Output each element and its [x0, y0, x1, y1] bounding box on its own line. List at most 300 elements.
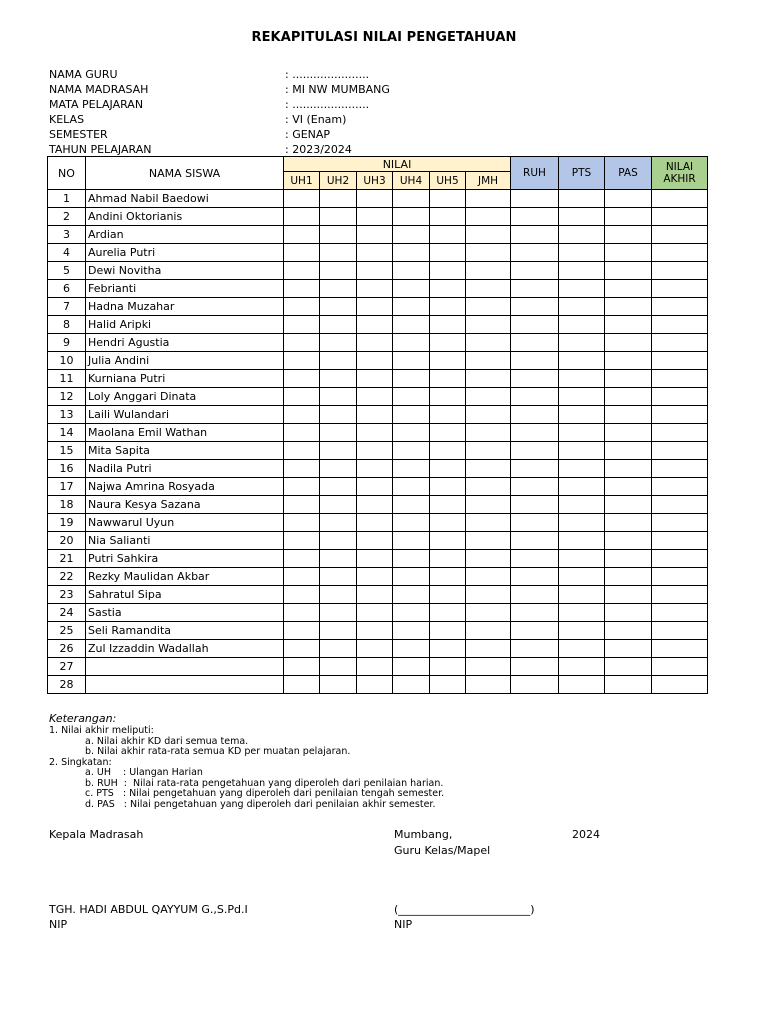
score-cell-uh2	[320, 370, 357, 388]
score-cell-pas	[605, 478, 652, 496]
row-number: 9	[48, 334, 86, 352]
score-cell-nilai-akhir	[652, 280, 708, 298]
score-cell-ruh	[511, 676, 559, 694]
score-cell-uh2	[320, 604, 357, 622]
score-cell-uh4	[393, 496, 430, 514]
row-number: 15	[48, 442, 86, 460]
score-cell-pas	[605, 658, 652, 676]
score-cell-jmh	[466, 352, 511, 370]
score-cell-uh3	[357, 676, 393, 694]
student-name: Nawwarul Uyun	[86, 514, 284, 532]
header-nilai-akhir	[652, 157, 708, 190]
score-cell-pts	[559, 262, 605, 280]
header-no: NO	[48, 157, 86, 190]
score-cell-pts	[559, 586, 605, 604]
signature-left-nip: NIP	[49, 918, 68, 931]
score-cell-uh1	[284, 262, 320, 280]
score-cell-uh1	[284, 208, 320, 226]
score-cell-nilai-akhir	[652, 658, 708, 676]
student-name: Seli Ramandita	[86, 622, 284, 640]
score-cell-uh2	[320, 316, 357, 334]
score-cell-pts	[559, 676, 605, 694]
score-cell-jmh	[466, 316, 511, 334]
score-cell-ruh	[511, 478, 559, 496]
score-cell-uh4	[393, 244, 430, 262]
row-number: 19	[48, 514, 86, 532]
score-cell-nilai-akhir	[652, 370, 708, 388]
student-name: Andini Oktorianis	[86, 208, 284, 226]
score-cell-uh4	[393, 514, 430, 532]
score-cell-jmh	[466, 604, 511, 622]
note-subitem: a. UH : Ulangan Harian	[85, 767, 203, 778]
score-cell-uh4	[393, 568, 430, 586]
score-cell-uh5	[430, 640, 466, 658]
row-number: 25	[48, 622, 86, 640]
score-cell-jmh	[466, 478, 511, 496]
score-cell-pts	[559, 352, 605, 370]
score-cell-uh4	[393, 226, 430, 244]
score-cell-uh2	[320, 640, 357, 658]
score-cell-uh2	[320, 514, 357, 532]
score-cell-nilai-akhir	[652, 478, 708, 496]
header-uh2: UH2	[320, 172, 357, 190]
score-cell-uh5	[430, 586, 466, 604]
score-cell-uh4	[393, 532, 430, 550]
table-row	[48, 352, 708, 370]
student-name: Sastia	[86, 604, 284, 622]
score-cell-pas	[605, 676, 652, 694]
score-cell-nilai-akhir	[652, 262, 708, 280]
score-cell-uh4	[393, 352, 430, 370]
score-cell-uh2	[320, 262, 357, 280]
table-row	[48, 658, 708, 676]
header-nilai-akhir-line1: NILAI	[665, 161, 694, 173]
table-row	[48, 550, 708, 568]
score-cell-uh4	[393, 604, 430, 622]
student-name: Zul Izzaddin Wadallah	[86, 640, 284, 658]
score-cell-pas	[605, 622, 652, 640]
score-cell-uh4	[393, 622, 430, 640]
score-cell-uh1	[284, 334, 320, 352]
score-cell-pts	[559, 244, 605, 262]
signature-year: 2024	[572, 828, 600, 841]
student-name: Laili Wulandari	[86, 406, 284, 424]
student-name	[86, 676, 284, 694]
score-cell-uh3	[357, 316, 393, 334]
score-cell-ruh	[511, 388, 559, 406]
score-cell-uh2	[320, 532, 357, 550]
table-row	[48, 244, 708, 262]
note-subitem: b. Nilai akhir rata-rata semua KD per muatan pelajaran.	[85, 746, 351, 757]
header-nilai: NILAI	[284, 157, 511, 172]
header-student-name: NAMA SISWA	[86, 157, 284, 190]
score-cell-uh2	[320, 586, 357, 604]
student-name: Nadila Putri	[86, 460, 284, 478]
score-cell-ruh	[511, 352, 559, 370]
score-cell-ruh	[511, 244, 559, 262]
score-cell-pts	[559, 190, 605, 208]
score-cell-uh2	[320, 244, 357, 262]
row-number: 12	[48, 388, 86, 406]
score-cell-pts	[559, 388, 605, 406]
score-cell-uh4	[393, 298, 430, 316]
info-value: : GENAP	[285, 128, 331, 141]
score-cell-uh5	[430, 316, 466, 334]
note-item: 2. Singkatan:	[49, 756, 112, 768]
header-uh3: UH3	[357, 172, 393, 190]
row-number: 2	[48, 208, 86, 226]
score-cell-ruh	[511, 640, 559, 658]
score-cell-pts	[559, 622, 605, 640]
score-cell-ruh	[511, 370, 559, 388]
table-row	[48, 280, 708, 298]
score-cell-uh4	[393, 424, 430, 442]
score-cell-pas	[605, 334, 652, 352]
score-cell-pts	[559, 226, 605, 244]
score-cell-uh2	[320, 658, 357, 676]
score-cell-uh5	[430, 226, 466, 244]
score-cell-uh2	[320, 208, 357, 226]
score-cell-ruh	[511, 568, 559, 586]
score-cell-ruh	[511, 550, 559, 568]
student-name	[86, 658, 284, 676]
score-cell-ruh	[511, 604, 559, 622]
student-name: Aurelia Putri	[86, 244, 284, 262]
table-row	[48, 568, 708, 586]
score-cell-nilai-akhir	[652, 208, 708, 226]
signature-right-name: (________________________)	[394, 903, 535, 916]
score-cell-pas	[605, 226, 652, 244]
score-cell-uh5	[430, 298, 466, 316]
score-cell-ruh	[511, 406, 559, 424]
score-cell-uh4	[393, 550, 430, 568]
score-cell-pts	[559, 280, 605, 298]
student-name: Rezky Maulidan Akbar	[86, 568, 284, 586]
score-cell-uh1	[284, 586, 320, 604]
score-cell-uh4	[393, 586, 430, 604]
score-cell-pts	[559, 316, 605, 334]
score-cell-nilai-akhir	[652, 298, 708, 316]
student-name: Febrianti	[86, 280, 284, 298]
score-cell-ruh	[511, 496, 559, 514]
score-cell-uh1	[284, 280, 320, 298]
page-title: REKAPITULASI NILAI PENGETAHUAN	[251, 30, 517, 45]
note-subitem: a. Nilai akhir KD dari semua tema.	[85, 735, 249, 747]
score-cell-jmh	[466, 424, 511, 442]
score-cell-uh1	[284, 406, 320, 424]
score-cell-jmh	[466, 550, 511, 568]
score-cell-pas	[605, 514, 652, 532]
score-cell-uh2	[320, 478, 357, 496]
info-label: KELAS	[49, 113, 85, 126]
row-number: 27	[48, 658, 86, 676]
score-cell-uh1	[284, 568, 320, 586]
score-cell-uh2	[320, 424, 357, 442]
table-row	[48, 676, 708, 694]
score-cell-pts	[559, 514, 605, 532]
score-cell-uh4	[393, 334, 430, 352]
table-row	[48, 622, 708, 640]
score-cell-uh2	[320, 622, 357, 640]
score-cell-uh3	[357, 406, 393, 424]
score-cell-ruh	[511, 514, 559, 532]
score-cell-uh1	[284, 658, 320, 676]
score-cell-nilai-akhir	[652, 334, 708, 352]
table-header-row-1	[48, 157, 708, 172]
note-subitem: d. PAS : Nilai pengetahuan yang diperoleh dari penilaian akhir semester.	[85, 798, 436, 810]
score-cell-nilai-akhir	[652, 532, 708, 550]
student-name: Halid Aripki	[86, 316, 284, 334]
score-cell-uh5	[430, 514, 466, 532]
score-cell-uh1	[284, 190, 320, 208]
score-cell-uh3	[357, 622, 393, 640]
student-rows	[48, 190, 708, 694]
score-cell-uh3	[357, 244, 393, 262]
row-number: 5	[48, 262, 86, 280]
score-cell-uh3	[357, 208, 393, 226]
score-cell-ruh	[511, 658, 559, 676]
score-cell-uh4	[393, 388, 430, 406]
info-value: : ......................	[285, 98, 370, 111]
score-cell-uh5	[430, 262, 466, 280]
score-cell-uh5	[430, 280, 466, 298]
table-row	[48, 496, 708, 514]
score-cell-nilai-akhir	[652, 622, 708, 640]
table-row	[48, 442, 708, 460]
score-cell-pas	[605, 550, 652, 568]
score-cell-pts	[559, 604, 605, 622]
score-cell-ruh	[511, 424, 559, 442]
score-cell-uh1	[284, 514, 320, 532]
table-row	[48, 226, 708, 244]
row-number: 20	[48, 532, 86, 550]
row-number: 16	[48, 460, 86, 478]
score-cell-jmh	[466, 658, 511, 676]
score-cell-nilai-akhir	[652, 460, 708, 478]
score-cell-uh3	[357, 226, 393, 244]
score-cell-jmh	[466, 622, 511, 640]
student-name: Naura Kesya Sazana	[86, 496, 284, 514]
score-cell-uh3	[357, 496, 393, 514]
score-cell-uh5	[430, 622, 466, 640]
score-cell-pas	[605, 586, 652, 604]
score-cell-uh2	[320, 352, 357, 370]
score-cell-uh5	[430, 550, 466, 568]
score-cell-pas	[605, 442, 652, 460]
score-cell-uh4	[393, 262, 430, 280]
score-cell-jmh	[466, 460, 511, 478]
header-ruh: RUH	[511, 157, 559, 190]
score-cell-uh2	[320, 442, 357, 460]
score-cell-pas	[605, 298, 652, 316]
score-cell-pts	[559, 208, 605, 226]
score-cell-uh5	[430, 676, 466, 694]
score-cell-uh5	[430, 496, 466, 514]
student-name: Julia Andini	[86, 352, 284, 370]
row-number: 22	[48, 568, 86, 586]
score-cell-ruh	[511, 280, 559, 298]
score-cell-nilai-akhir	[652, 514, 708, 532]
score-cell-jmh	[466, 208, 511, 226]
score-cell-nilai-akhir	[652, 676, 708, 694]
score-cell-pts	[559, 334, 605, 352]
score-cell-pts	[559, 640, 605, 658]
score-cell-pts	[559, 532, 605, 550]
header-pas: PAS	[605, 157, 652, 190]
score-cell-uh5	[430, 370, 466, 388]
score-cell-uh5	[430, 460, 466, 478]
score-cell-pts	[559, 424, 605, 442]
score-cell-uh1	[284, 496, 320, 514]
score-cell-nilai-akhir	[652, 190, 708, 208]
table-row	[48, 586, 708, 604]
score-cell-uh1	[284, 316, 320, 334]
row-number: 23	[48, 586, 86, 604]
score-cell-jmh	[466, 280, 511, 298]
signature-place: Mumbang,	[394, 828, 453, 841]
score-cell-nilai-akhir	[652, 244, 708, 262]
row-number: 18	[48, 496, 86, 514]
score-cell-pas	[605, 424, 652, 442]
row-number: 14	[48, 424, 86, 442]
score-cell-jmh	[466, 226, 511, 244]
score-cell-ruh	[511, 298, 559, 316]
score-cell-jmh	[466, 568, 511, 586]
score-cell-nilai-akhir	[652, 388, 708, 406]
table-row	[48, 532, 708, 550]
info-label: NAMA GURU	[49, 68, 118, 81]
score-cell-uh1	[284, 244, 320, 262]
table-row	[48, 424, 708, 442]
score-cell-uh2	[320, 406, 357, 424]
score-cell-nilai-akhir	[652, 442, 708, 460]
score-cell-nilai-akhir	[652, 550, 708, 568]
student-name: Dewi Novitha	[86, 262, 284, 280]
table-row	[48, 604, 708, 622]
score-cell-pas	[605, 460, 652, 478]
row-number: 4	[48, 244, 86, 262]
row-number: 6	[48, 280, 86, 298]
score-cell-uh3	[357, 514, 393, 532]
score-cell-uh2	[320, 460, 357, 478]
score-cell-uh5	[430, 532, 466, 550]
score-cell-ruh	[511, 460, 559, 478]
score-cell-pts	[559, 478, 605, 496]
score-cell-uh1	[284, 352, 320, 370]
score-cell-nilai-akhir	[652, 316, 708, 334]
score-cell-nilai-akhir	[652, 604, 708, 622]
student-name: Putri Sahkira	[86, 550, 284, 568]
student-name: Mita Sapita	[86, 442, 284, 460]
score-cell-pas	[605, 262, 652, 280]
score-cell-nilai-akhir	[652, 496, 708, 514]
row-number: 21	[48, 550, 86, 568]
score-cell-pts	[559, 370, 605, 388]
score-cell-pas	[605, 496, 652, 514]
score-cell-ruh	[511, 316, 559, 334]
score-cell-pts	[559, 496, 605, 514]
score-cell-uh3	[357, 190, 393, 208]
score-cell-ruh	[511, 442, 559, 460]
score-cell-uh5	[430, 442, 466, 460]
row-number: 8	[48, 316, 86, 334]
score-cell-ruh	[511, 532, 559, 550]
score-cell-uh3	[357, 640, 393, 658]
notes-section	[49, 712, 444, 810]
score-cell-uh3	[357, 352, 393, 370]
score-cell-jmh	[466, 370, 511, 388]
info-value: : VI (Enam)	[285, 113, 347, 126]
score-cell-uh1	[284, 676, 320, 694]
score-cell-jmh	[466, 406, 511, 424]
score-cell-uh2	[320, 334, 357, 352]
student-name: Hendri Agustia	[86, 334, 284, 352]
score-cell-uh1	[284, 388, 320, 406]
score-cell-uh5	[430, 406, 466, 424]
score-cell-uh3	[357, 370, 393, 388]
score-cell-uh1	[284, 298, 320, 316]
score-cell-pas	[605, 208, 652, 226]
table-row	[48, 298, 708, 316]
score-cell-uh3	[357, 280, 393, 298]
score-cell-pas	[605, 244, 652, 262]
info-label: SEMESTER	[49, 128, 108, 141]
score-cell-nilai-akhir	[652, 352, 708, 370]
score-cell-nilai-akhir	[652, 226, 708, 244]
score-cell-pas	[605, 280, 652, 298]
score-cell-uh5	[430, 190, 466, 208]
score-cell-uh5	[430, 658, 466, 676]
table-row	[48, 334, 708, 352]
signature-left-name: TGH. HADI ABDUL QAYYUM G.,S.Pd.I	[49, 903, 248, 916]
score-cell-nilai-akhir	[652, 586, 708, 604]
score-cell-jmh	[466, 244, 511, 262]
info-label: NAMA MADRASAH	[49, 83, 149, 96]
score-cell-pas	[605, 604, 652, 622]
score-cell-pts	[559, 460, 605, 478]
score-cell-pas	[605, 352, 652, 370]
row-number: 28	[48, 676, 86, 694]
score-cell-uh4	[393, 658, 430, 676]
score-cell-nilai-akhir	[652, 424, 708, 442]
score-cell-uh3	[357, 532, 393, 550]
score-cell-jmh	[466, 586, 511, 604]
student-name: Hadna Muzahar	[86, 298, 284, 316]
score-cell-uh1	[284, 478, 320, 496]
score-cell-ruh	[511, 208, 559, 226]
score-cell-uh2	[320, 550, 357, 568]
score-cell-uh2	[320, 388, 357, 406]
score-cell-jmh	[466, 514, 511, 532]
score-cell-uh4	[393, 316, 430, 334]
signature-right-nip: NIP	[394, 918, 413, 931]
score-cell-uh4	[393, 190, 430, 208]
table-row	[48, 262, 708, 280]
score-cell-uh3	[357, 262, 393, 280]
table-row	[48, 190, 708, 208]
score-cell-ruh	[511, 622, 559, 640]
header-uh4: UH4	[393, 172, 430, 190]
row-number: 17	[48, 478, 86, 496]
score-cell-pts	[559, 298, 605, 316]
header-nilai-akhir-line2: AKHIR	[663, 173, 696, 185]
row-number: 1	[48, 190, 86, 208]
header-uh5: UH5	[430, 172, 466, 190]
header-pts: PTS	[559, 157, 605, 190]
score-cell-uh5	[430, 388, 466, 406]
score-cell-uh3	[357, 388, 393, 406]
score-cell-pas	[605, 532, 652, 550]
